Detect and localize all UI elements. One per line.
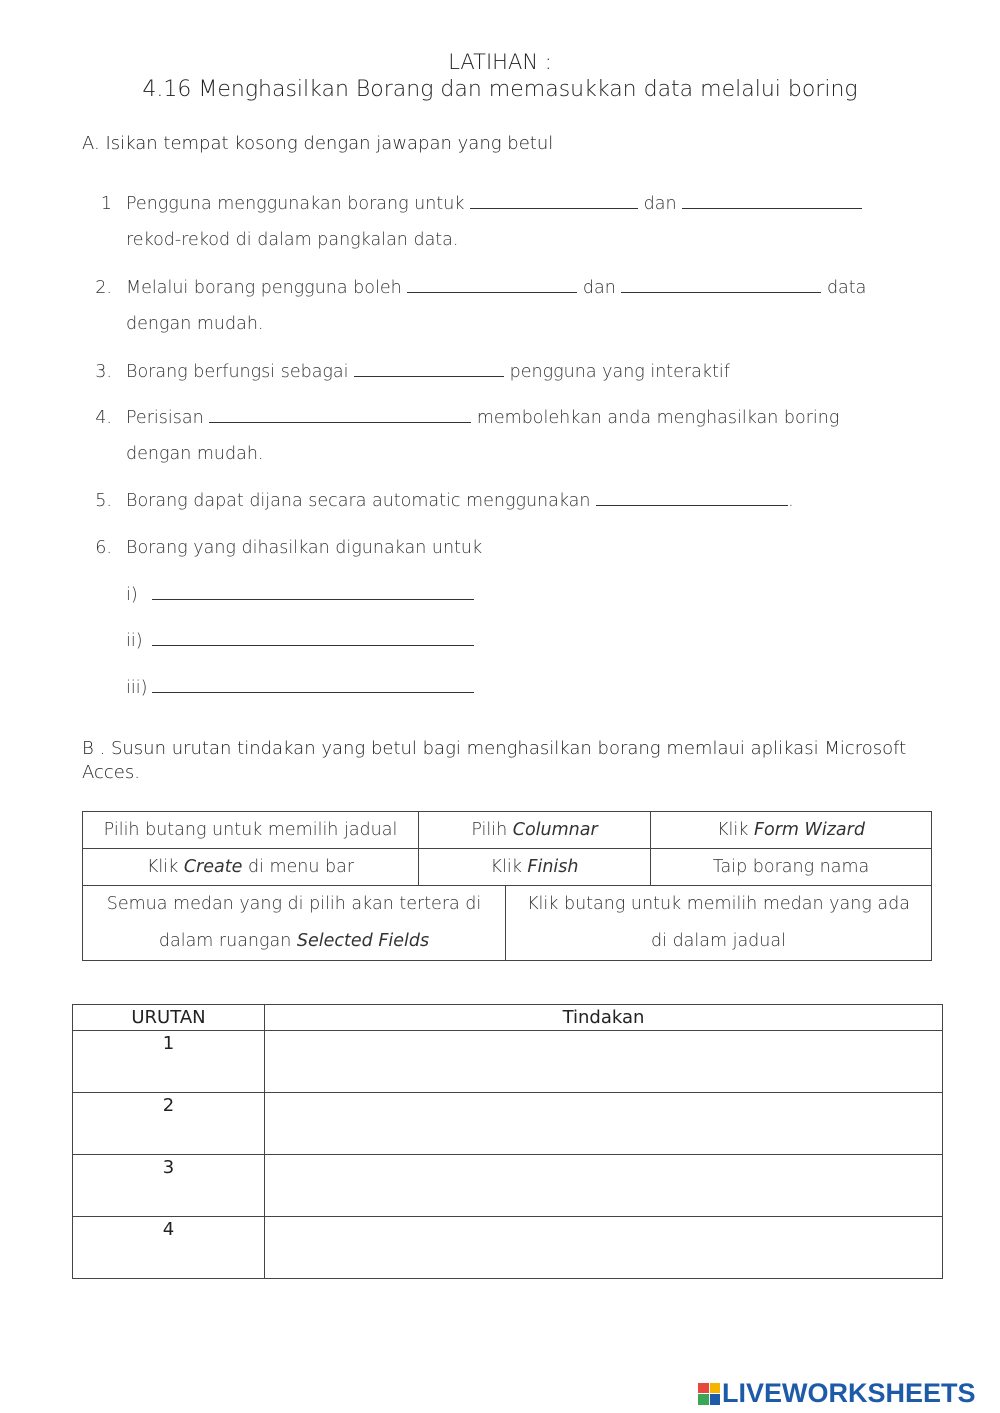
option-cell: Klik butang untuk memilih medan yang ada di dalam jadual xyxy=(506,886,932,961)
question-text: pengguna yang interaktif xyxy=(509,362,730,382)
table-row xyxy=(73,1217,943,1279)
question-text: Pengguna menggunakan borang untuk xyxy=(126,194,465,214)
sub-item xyxy=(126,577,474,613)
page-title: LATIHAN : xyxy=(448,50,552,74)
table-row xyxy=(73,1031,943,1093)
option-cell: Taip borang nama xyxy=(651,849,932,886)
answer-blank[interactable] xyxy=(682,188,862,209)
sequence-number: 1 xyxy=(73,1031,265,1093)
question-text-line2: rekod-rekod di dalam pangkalan data. xyxy=(126,230,459,250)
question-text: Borang dapat dijana secara automatic menggunakan xyxy=(126,491,591,511)
question-text-line2: dengan mudah. xyxy=(126,314,264,334)
sequence-table xyxy=(72,1004,943,1279)
section-a-heading: A. Isikan tempat kosong dengan jawapan yang betul xyxy=(82,133,554,154)
section-b-heading: B . Susun urutan tindakan yang betul bagi menghasilkan borang memlaui aplikasi Microsoft Acces. xyxy=(82,738,907,783)
sub-item xyxy=(126,623,474,659)
table-row xyxy=(73,1093,943,1155)
answer-blank[interactable] xyxy=(152,579,474,600)
question-2 xyxy=(82,270,942,342)
question-text: dan xyxy=(643,194,677,214)
liveworksheets-logo xyxy=(698,1378,976,1409)
question-text: Borang berfungsi sebagai xyxy=(126,362,349,382)
sub-item xyxy=(126,670,474,706)
question-text-line2: dengan mudah. xyxy=(126,444,264,464)
options-table-row3 xyxy=(82,885,932,961)
question-3 xyxy=(82,354,942,390)
answer-blank[interactable] xyxy=(407,272,577,293)
question-text: . xyxy=(788,491,794,511)
logo-icon xyxy=(698,1383,720,1405)
question-number: 3. xyxy=(95,362,112,382)
option-cell: Semua medan yang di pilih akan tertera di dalam ruangan Selected Fields xyxy=(83,886,506,961)
question-number: 6. xyxy=(95,538,112,558)
sub-item-label: i) xyxy=(126,585,138,605)
question-text: Perisisan xyxy=(126,408,204,428)
sub-item-label: ii) xyxy=(126,631,143,651)
question-number: 5. xyxy=(95,491,112,511)
option-cell: Klik Form Wizard xyxy=(651,812,932,849)
option-cell: Pilih Columnar xyxy=(419,812,651,849)
page-subtitle: 4.16 Menghasilkan Borang dan memasukkan data melalui boring xyxy=(142,77,858,102)
question-1 xyxy=(82,186,942,258)
action-answer-cell[interactable] xyxy=(265,1093,943,1155)
answer-blank[interactable] xyxy=(209,402,471,423)
options-table xyxy=(82,811,932,886)
answer-blank[interactable] xyxy=(152,625,474,646)
answer-blank[interactable] xyxy=(621,272,821,293)
question-text: membolehkan anda menghasilkan boring xyxy=(476,408,840,428)
question-text: Melalui borang pengguna boleh xyxy=(126,278,402,298)
question-number: 4. xyxy=(95,408,112,428)
sub-item-label: iii) xyxy=(126,678,148,698)
option-cell: Klik Finish xyxy=(419,849,651,886)
question-4 xyxy=(82,400,942,472)
question-text: Borang yang dihasilkan digunakan untuk xyxy=(126,538,483,558)
option-cell: Klik Create di menu bar xyxy=(83,849,419,886)
question-text: dan xyxy=(582,278,616,298)
column-header: URUTAN xyxy=(73,1005,265,1031)
column-header: Tindakan xyxy=(265,1005,943,1031)
answer-blank[interactable] xyxy=(152,672,474,693)
option-cell: Pilih butang untuk memilih jadual xyxy=(83,812,419,849)
question-number: 2. xyxy=(95,278,112,298)
answer-blank[interactable] xyxy=(354,356,504,377)
question-6 xyxy=(82,530,942,566)
answer-blank[interactable] xyxy=(470,188,638,209)
action-answer-cell[interactable] xyxy=(265,1031,943,1093)
sequence-number: 2 xyxy=(73,1093,265,1155)
action-answer-cell[interactable] xyxy=(265,1217,943,1279)
sequence-number: 4 xyxy=(73,1217,265,1279)
logo-text: LIVEWORKSHEETS xyxy=(722,1378,976,1408)
question-5 xyxy=(82,483,942,519)
action-answer-cell[interactable] xyxy=(265,1155,943,1217)
sequence-number: 3 xyxy=(73,1155,265,1217)
table-row xyxy=(73,1155,943,1217)
answer-blank[interactable] xyxy=(596,485,788,506)
question-text: data xyxy=(826,278,867,298)
question-number: 1 xyxy=(100,194,112,214)
